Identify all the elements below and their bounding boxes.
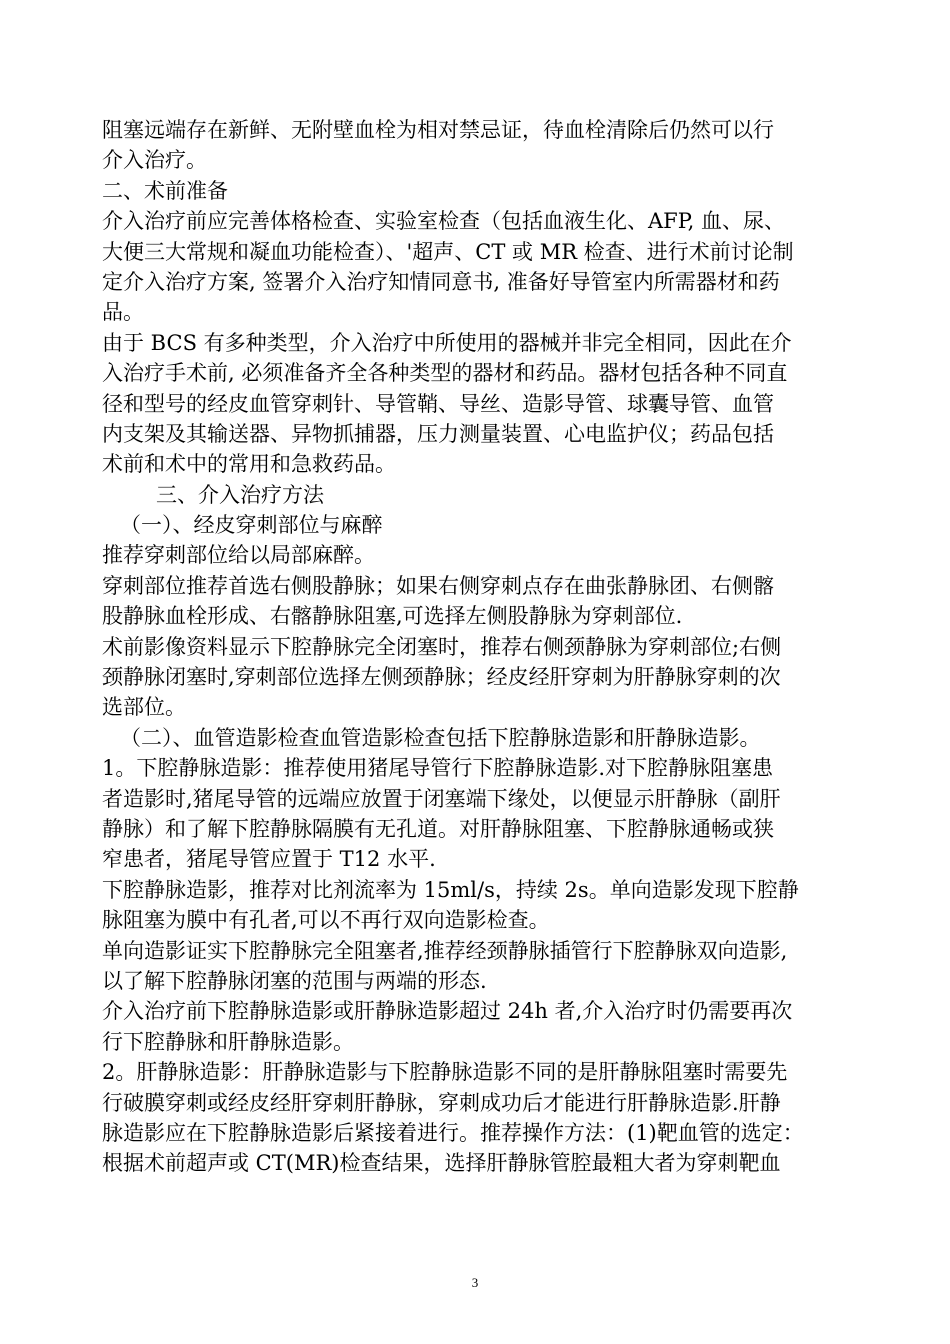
paragraph-line: 以了解下腔静脉闭塞的范围与两端的形态. (102, 968, 487, 993)
paragraph-line: 者造影时,猪尾导管的远端应放置于闭塞端下缘处，以便显示肝静脉（副肝 (102, 786, 781, 811)
paragraph-line: 股静脉血栓形成、右髂静脉阻塞,可选择左侧股静脉为穿刺部位. (102, 604, 683, 629)
paragraph-line: 1。下腔静脉造影：推荐使用猪尾导管行下腔静脉造影.对下腔静脉阻塞患 (102, 756, 774, 781)
subsection-heading: （一）、经皮穿刺部位与麻醉 (120, 513, 383, 538)
paragraph-line: 介入治疗前应完善体格检查、实验室检查（包括血液生化、AFP, 血、尿、 (102, 209, 785, 234)
paragraph-line: 径和型号的经皮血管穿刺针、导管鞘、导丝、造影导管、球囊导管、血管 (102, 391, 774, 416)
paragraph-line: 大便三大常规和凝血功能检查）、'超声、CT 或 MR 检查、进行术前讨论制 (102, 239, 794, 264)
paragraph-line: 脉造影应在下腔静脉造影后紧接着进行。推荐操作方法：(1)靶血管的选定： (102, 1120, 804, 1145)
subsection-heading: （二）、血管造影检查血管造影检查包括下腔静脉造影和肝静脉造影。 (120, 725, 761, 750)
body-text (102, 115, 862, 1179)
paragraph-line: 术前影像资料显示下腔静脉完全闭塞时，推荐右侧颈静脉为穿刺部位;右侧 (102, 634, 782, 659)
paragraph-line: 下腔静脉造影，推荐对比剂流率为 15ml/s，持续 2s。单向造影发现下腔静 (102, 877, 799, 902)
paragraph-line: 由于 BCS 有多种类型，介入治疗中所使用的器械并非完全相同，因此在介 (102, 330, 792, 355)
section-heading: 三、介入治疗方法 (156, 482, 324, 507)
paragraph-line: 入治疗手术前, 必须准备齐全各种类型的器材和药品。器材包括各种不同直 (102, 361, 788, 386)
paragraph-line: 介入治疗。 (102, 148, 207, 173)
paragraph-line: 窄患者，猪尾导管应置于 T12 水平. (102, 847, 436, 872)
paragraph-line: 颈静脉闭塞时,穿刺部位选择左侧颈静脉；经皮经肝穿刺为肝静脉穿刺的次 (102, 665, 781, 690)
paragraph-line: 阻塞远端存在新鲜、无附壁血栓为相对禁忌证，待血栓清除后仍然可以行 (102, 118, 774, 142)
page-number: 3 (471, 1275, 479, 1290)
paragraph-line: 介入治疗前下腔静脉造影或肝静脉造影超过 24h 者,介入治疗时仍需要再次 (102, 999, 793, 1024)
paragraph-line: 推荐穿刺部位给以局部麻醉。 (102, 543, 375, 568)
paragraph-line: 2。肝静脉造影：肝静脉造影与下腔静脉造影不同的是肝静脉阻塞时需要先 (102, 1060, 788, 1085)
paragraph-line: 选部位。 (102, 695, 186, 720)
paragraph-line: 穿刺部位推荐首选右侧股静脉；如果右侧穿刺点存在曲张静脉团、右侧髂 (102, 573, 774, 598)
paragraph-line: 品。 (102, 300, 144, 325)
paragraph-line: 行下腔静脉和肝静脉造影。 (102, 1029, 354, 1054)
section-heading: 二、术前准备 (102, 178, 228, 203)
paragraph-line: 根据术前超声或 CT(MR)检查结果，选择肝静脉管腔最粗大者为穿刺靶血 (102, 1151, 781, 1176)
paragraph-line: 行破膜穿刺或经皮经肝穿刺肝静脉，穿刺成功后才能进行肝静脉造影.肝静 (102, 1090, 781, 1115)
paragraph-line: 定介入治疗方案, 签署介入治疗知情同意书, 准备好导管室内所需器材和药 (102, 269, 780, 294)
paragraph-line: 术前和术中的常用和急救药品。 (102, 452, 396, 477)
paragraph-line: 内支架及其输送器、异物抓捕器，压力测量装置、心电监护仪；药品包括 (102, 421, 774, 446)
paragraph-line: 静脉）和了解下腔静脉隔膜有无孔道。对肝静脉阻塞、下腔静脉通畅或狭 (102, 816, 774, 841)
paragraph-line: 脉阻塞为膜中有孔者,可以不再行双向造影检查。 (102, 908, 550, 933)
paragraph-line: 单向造影证实下腔静脉完全阻塞者,推荐经颈静脉插管行下腔静脉双向造影, (102, 938, 788, 963)
